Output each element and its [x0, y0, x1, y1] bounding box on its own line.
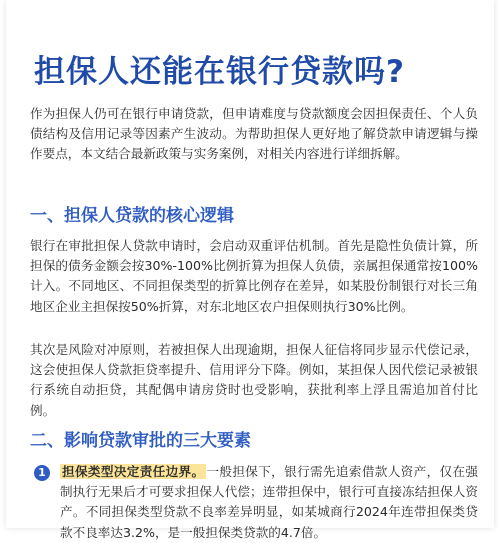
number-badge: 1: [34, 465, 50, 481]
section1-paragraph-2: 其次是风险对冲原则，若被担保人出现逾期，担保人征信将同步显示代偿记录，这会使担保人贷款拒贷率提升、信用评分下降。例如，某担保人因代偿记录被银行系统自动拒贷，其配偶申请房贷时也受影响，获批利率上浮且需追加首付比例。: [30, 342, 478, 418]
intro-paragraph: 作为担保人仍可在银行申请贷款，但申请难度与贷款额度会因担保责任、个人负债结构及信用记录等因素产生波动。为帮助担保人更好地了解贷款申请逻辑与操作要点，本文结合最新政策与实务案例，对相关内容进行详细拆解。: [30, 106, 478, 162]
list-item-text: [60, 462, 478, 543]
section-heading-three-factors: 二、影响贷款审批的三大要素: [30, 431, 251, 451]
section-heading-core-logic: 一、担保人贷款的核心逻辑: [30, 206, 234, 226]
article-title: 担保人还能在银行贷款吗?: [34, 54, 405, 90]
list-item-body: 一般担保下，银行需先追索借款人资产，仅在强制执行无果后才可要求担保人代偿；连带担保中，银行可直接冻结担保人资产。不同担保类型贷款不良率差异明显，如某城商行2024年连带担保类贷款不良率达3.2%，是一般担保类贷款的4.7倍。: [60, 464, 479, 540]
article-card: [6, 0, 494, 540]
section1-paragraph-1: 银行在审批担保人贷款申请时，会启动双重评估机制。首先是隐性负债计算，所担保的债务金额会按30%-100%比例折算为担保人负债，亲属担保通常按100%计入。不同地区、不同担保类型的折算比例存在差异，如某股份制银行对长三角地区企业主担保按50%折算，对东北地区农户担保则执行30%比例。: [30, 238, 478, 314]
highlighted-phrase: 担保类型决定责任边界。: [62, 464, 205, 479]
